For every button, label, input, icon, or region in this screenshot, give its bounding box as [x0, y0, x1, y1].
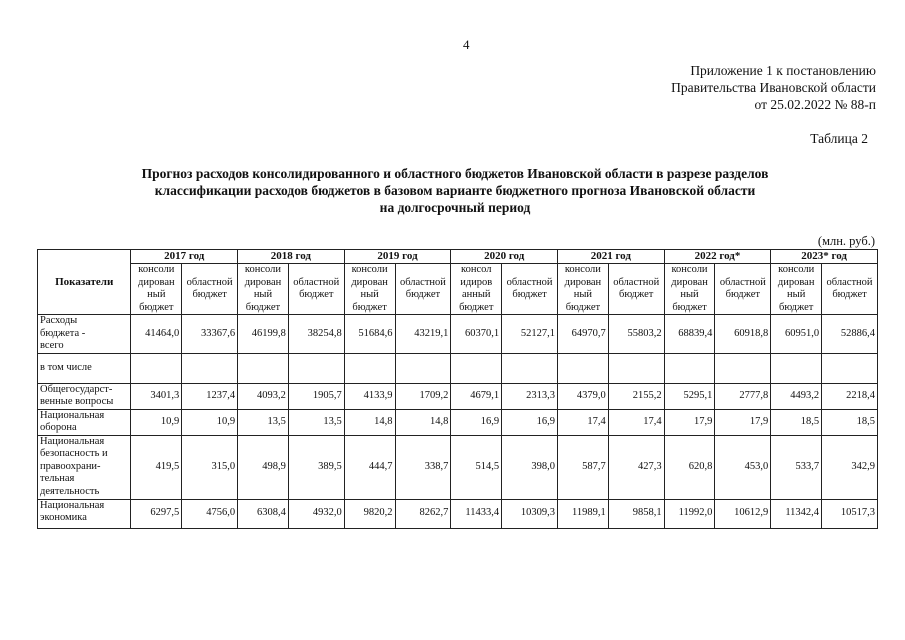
- value-cell: 4093,2: [238, 383, 289, 409]
- value-cell: 514,5: [451, 435, 502, 499]
- sub-header-line: бюджет: [459, 301, 494, 313]
- value-cell: 64970,7: [558, 315, 609, 354]
- value-cell: 4679,1: [451, 383, 502, 409]
- sub-header-line: областной: [826, 276, 873, 288]
- value-cell: 533,7: [771, 435, 822, 499]
- appendix-line-3: от 25.02.2022 № 88-п: [754, 97, 876, 112]
- value-cell: 13,5: [288, 409, 344, 435]
- value-cell: [664, 353, 715, 383]
- value-cell: 2777,8: [715, 383, 771, 409]
- value-cell: [344, 353, 395, 383]
- regional-budget-header: [182, 264, 238, 315]
- consolidated-budget-header: [344, 264, 395, 315]
- value-cell: [502, 353, 558, 383]
- value-cell: 16,9: [502, 409, 558, 435]
- value-cell: 2155,2: [608, 383, 664, 409]
- value-cell: [558, 353, 609, 383]
- table-row: [38, 499, 878, 528]
- sub-header-line: бюджет: [192, 289, 227, 300]
- value-cell: 444,7: [344, 435, 395, 499]
- row-label-line: Общегосударст-: [40, 383, 113, 395]
- sub-header-line: ный: [147, 289, 166, 300]
- table-row: [38, 383, 878, 409]
- page-number: 4: [463, 37, 470, 52]
- row-label-line: деятельность: [40, 485, 100, 497]
- row-label-line: безопасность и: [40, 448, 108, 459]
- row-label-line: экономика: [40, 512, 87, 523]
- regional-budget-header: [715, 264, 771, 315]
- sub-header-line: областной: [293, 276, 340, 288]
- sub-header-line: ный: [787, 289, 806, 300]
- table-label: Таблица 2: [810, 131, 868, 146]
- value-cell: 389,5: [288, 435, 344, 499]
- sub-header-line: дирован: [777, 276, 815, 288]
- value-cell: 6308,4: [238, 499, 289, 528]
- value-cell: 587,7: [558, 435, 609, 499]
- row-label-line: в том числе: [40, 361, 92, 373]
- value-cell: 5295,1: [664, 383, 715, 409]
- value-cell: 10612,9: [715, 499, 771, 528]
- sub-header-line: областной: [186, 276, 233, 288]
- sub-header-line: ный: [360, 289, 379, 300]
- value-cell: 60951,0: [771, 315, 822, 354]
- value-cell: [395, 353, 451, 383]
- consolidated-budget-header: [558, 264, 609, 315]
- value-cell: 8262,7: [395, 499, 451, 528]
- value-cell: 10517,3: [822, 499, 878, 528]
- sub-header-line: областной: [613, 276, 660, 288]
- value-cell: 14,8: [344, 409, 395, 435]
- value-cell: [288, 353, 344, 383]
- indicator-header: Показатели: [38, 250, 131, 315]
- consolidated-budget-header: [451, 264, 502, 315]
- regional-budget-header: [502, 264, 558, 315]
- sub-header-line: дирован: [244, 276, 282, 288]
- sub-header-line: анный: [461, 289, 491, 300]
- units-note: (млн. руб.): [817, 234, 875, 248]
- value-cell: 52127,1: [502, 315, 558, 354]
- consolidated-budget-header: [131, 264, 182, 315]
- table-row: [38, 435, 878, 499]
- value-cell: 498,9: [238, 435, 289, 499]
- row-label: [38, 383, 131, 409]
- sub-header-line: консоли: [564, 264, 601, 275]
- value-cell: 10,9: [182, 409, 238, 435]
- row-label-line: тельная: [40, 473, 75, 484]
- sub-header-line: дирован: [671, 276, 708, 288]
- value-cell: 3401,3: [131, 383, 182, 409]
- year-header: 2019 год: [344, 250, 451, 264]
- value-cell: [131, 353, 182, 383]
- value-cell: 11992,0: [664, 499, 715, 528]
- value-cell: 60918,8: [715, 315, 771, 354]
- value-cell: 11433,4: [451, 499, 502, 528]
- value-cell: 1905,7: [288, 383, 344, 409]
- sub-header-line: консоли: [778, 264, 815, 275]
- consolidated-budget-header: [771, 264, 822, 315]
- value-cell: 4379,0: [558, 383, 609, 409]
- sub-header-line: бюджет: [619, 289, 654, 300]
- regional-budget-header: [395, 264, 451, 315]
- appendix-line-1: Приложение 1 к постановлению: [690, 63, 876, 78]
- value-cell: 342,9: [822, 435, 878, 499]
- sub-header-line: ный: [573, 289, 593, 300]
- value-cell: 10,9: [131, 409, 182, 435]
- sub-header-line: бюджет: [512, 289, 547, 300]
- table-row: [38, 353, 878, 383]
- regional-budget-header: [608, 264, 664, 315]
- row-label: [38, 409, 131, 435]
- sub-header-line: ный: [680, 289, 699, 300]
- value-cell: 16,9: [451, 409, 502, 435]
- value-cell: 419,5: [131, 435, 182, 499]
- value-cell: 4932,0: [288, 499, 344, 528]
- row-label: [38, 315, 131, 354]
- value-cell: 18,5: [771, 409, 822, 435]
- value-cell: 17,4: [608, 409, 664, 435]
- year-header: 2023* год: [771, 250, 878, 264]
- row-label-line: всего: [40, 340, 64, 351]
- value-cell: 33367,6: [182, 315, 238, 354]
- sub-header-line: консоли: [671, 264, 708, 275]
- value-cell: 453,0: [715, 435, 771, 499]
- value-cell: 2218,4: [822, 383, 878, 409]
- sub-header-line: бюджет: [672, 301, 707, 313]
- value-cell: 46199,8: [238, 315, 289, 354]
- sub-header-line: бюджет: [565, 301, 601, 313]
- value-cell: 18,5: [822, 409, 878, 435]
- value-cell: [771, 353, 822, 383]
- value-cell: 11342,4: [771, 499, 822, 528]
- value-cell: 398,0: [502, 435, 558, 499]
- sub-header-line: областной: [719, 276, 766, 288]
- value-cell: 4133,9: [344, 383, 395, 409]
- row-label-line: Расходы: [40, 315, 78, 326]
- table-row: [38, 315, 878, 354]
- value-cell: 1237,4: [182, 383, 238, 409]
- appendix-line-2: Правительства Ивановской области: [671, 80, 876, 95]
- value-cell: 43219,1: [395, 315, 451, 354]
- row-label-line: Национальная: [40, 499, 105, 511]
- sub-header-line: бюджет: [725, 289, 761, 300]
- value-cell: 68839,4: [664, 315, 715, 354]
- year-header: 2020 год: [451, 250, 558, 264]
- value-cell: [182, 353, 238, 383]
- sub-header-line: бюджет: [139, 301, 174, 313]
- sub-header-line: областной: [399, 276, 446, 288]
- row-label-line: Национальная: [40, 435, 105, 447]
- sub-header-line: консол: [461, 264, 492, 275]
- sub-header-line: областной: [506, 276, 553, 288]
- value-cell: 338,7: [395, 435, 451, 499]
- sub-header-line: консоли: [244, 264, 281, 275]
- sub-header-line: бюджет: [352, 301, 387, 313]
- sub-header-line: консоли: [138, 264, 175, 275]
- value-cell: 17,9: [664, 409, 715, 435]
- value-cell: 13,5: [238, 409, 289, 435]
- row-label: [38, 499, 131, 528]
- row-label-line: бюджета -: [40, 327, 86, 339]
- regional-budget-header: [288, 264, 344, 315]
- title-line-2: классификации расходов бюджетов в базовом варианте бюджетного прогноза Ивановской области: [154, 183, 756, 198]
- value-cell: 9820,2: [344, 499, 395, 528]
- value-cell: 4493,2: [771, 383, 822, 409]
- row-label-line: оборона: [40, 422, 77, 433]
- sub-header-line: бюджет: [299, 289, 334, 300]
- sub-header-line: бюджет: [405, 289, 441, 300]
- row-label: [38, 435, 131, 499]
- value-cell: 55803,2: [608, 315, 664, 354]
- year-header: 2022 год*: [664, 250, 771, 264]
- consolidated-budget-header: [238, 264, 289, 315]
- value-cell: 38254,8: [288, 315, 344, 354]
- sub-header-line: бюджет: [245, 301, 281, 313]
- sub-header-line: ный: [253, 289, 273, 300]
- value-cell: [451, 353, 502, 383]
- sub-header-line: идиров: [460, 276, 493, 288]
- value-cell: 51684,6: [344, 315, 395, 354]
- row-label-line: правоохрани-: [40, 460, 101, 472]
- sub-header-line: дирован: [138, 276, 175, 288]
- row-label-line: венные вопросы: [40, 396, 114, 407]
- value-cell: 427,3: [608, 435, 664, 499]
- year-header: 2017 год: [131, 250, 238, 264]
- value-cell: 1709,2: [395, 383, 451, 409]
- value-cell: 17,9: [715, 409, 771, 435]
- value-cell: [715, 353, 771, 383]
- sub-header-line: консоли: [351, 264, 388, 275]
- table-row: [38, 409, 878, 435]
- value-cell: 2313,3: [502, 383, 558, 409]
- budget-table: [37, 249, 878, 529]
- value-cell: 6297,5: [131, 499, 182, 528]
- value-cell: 14,8: [395, 409, 451, 435]
- sub-header-line: бюджет: [778, 301, 814, 313]
- row-label-line: Национальная: [40, 409, 105, 421]
- regional-budget-header: [822, 264, 878, 315]
- value-cell: 52886,4: [822, 315, 878, 354]
- document-title: [60, 165, 850, 216]
- value-cell: 315,0: [182, 435, 238, 499]
- value-cell: [822, 353, 878, 383]
- value-cell: [238, 353, 289, 383]
- value-cell: 11989,1: [558, 499, 609, 528]
- sub-header-line: бюджет: [832, 289, 867, 300]
- value-cell: 620,8: [664, 435, 715, 499]
- consolidated-budget-header: [664, 264, 715, 315]
- appendix-note: [671, 62, 876, 113]
- sub-header-line: дирован: [351, 276, 388, 288]
- sub-header-line: дирован: [564, 276, 602, 288]
- value-cell: 17,4: [558, 409, 609, 435]
- value-cell: [608, 353, 664, 383]
- title-line-1: Прогноз расходов консолидированного и областного бюджетов Ивановской области в разрезе разделов: [141, 166, 769, 181]
- year-header: 2021 год: [558, 250, 665, 264]
- year-header: 2018 год: [238, 250, 345, 264]
- title-line-3: на долгосрочный период: [379, 200, 531, 215]
- value-cell: 41464,0: [131, 315, 182, 354]
- value-cell: 60370,1: [451, 315, 502, 354]
- row-label: [38, 353, 131, 383]
- value-cell: 9858,1: [608, 499, 664, 528]
- value-cell: 10309,3: [502, 499, 558, 528]
- value-cell: 4756,0: [182, 499, 238, 528]
